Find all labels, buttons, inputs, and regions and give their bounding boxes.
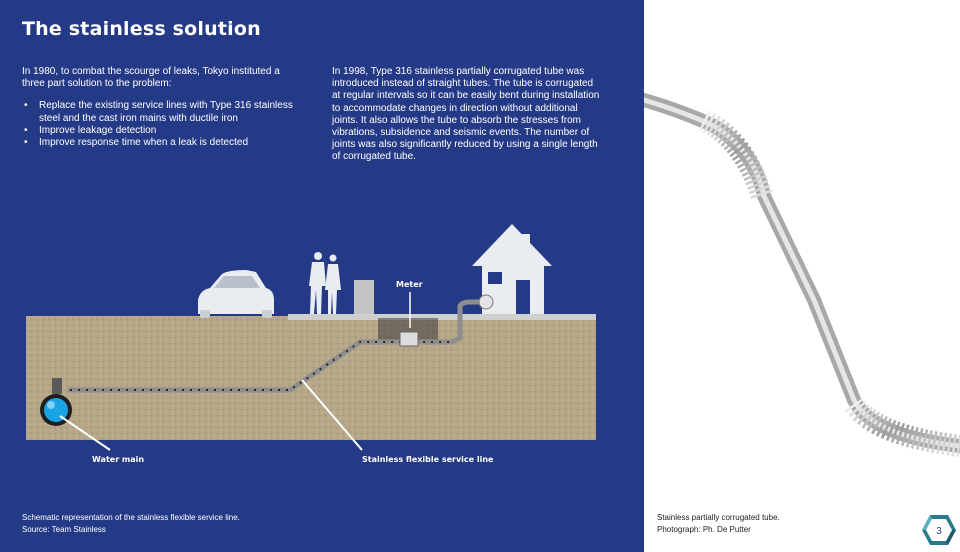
- solution-list: [22, 100, 302, 149]
- service-line-label: Stainless flexible service line: [362, 455, 494, 464]
- caption-credit: Photograph: Ph. De Putter: [657, 525, 751, 534]
- slide-title: The stainless solution: [22, 18, 261, 40]
- corrugated-tube-photo: [644, 0, 960, 552]
- bin-icon: [354, 280, 374, 314]
- page-number: 3: [936, 526, 942, 537]
- water-main-label: Water main: [92, 455, 145, 464]
- meter-icon: [400, 332, 418, 346]
- caption-line: Stainless partially corrugated tube.: [657, 513, 780, 522]
- photo-caption: [657, 512, 780, 536]
- right-text-column: In 1998, Type 316 stainless partially corrugated tube was introduced instead of straight tubes. The tube is corrugated at regular intervals so it can be easily bent during installation to accommodate changes in direction without additional joints. It also allows the tube to absorb the stresses from vibrations, subsidence and seismic events. The number of joints was also significantly reduced by using a single length of corrugated tube.: [332, 66, 600, 163]
- intro-paragraph: In 1980, to combat the scourge of leaks, Tokyo instituted a three part solution to the problem:: [22, 66, 280, 90]
- meter-label: Meter: [396, 280, 423, 289]
- pavement: [288, 314, 596, 320]
- car-icon: [198, 270, 274, 318]
- page-number-badge: [921, 514, 957, 546]
- left-text-column: [22, 66, 302, 149]
- people-icon: [309, 252, 341, 314]
- caption-line: Schematic representation of the stainless flexible service line.: [22, 513, 240, 522]
- caption-source: Source: Team Stainless: [22, 525, 106, 534]
- diagram-caption: [22, 512, 240, 536]
- list-item: • Improve response time when a leak is detected: [22, 137, 302, 149]
- list-item: • Improve leakage detection: [22, 125, 302, 137]
- house-connection-icon: [479, 295, 493, 309]
- list-item: • Replace the existing service lines with Type 316 stainless steel and the cast iron mains with ductile iron: [22, 100, 302, 124]
- service-line-diagram: [0, 210, 644, 480]
